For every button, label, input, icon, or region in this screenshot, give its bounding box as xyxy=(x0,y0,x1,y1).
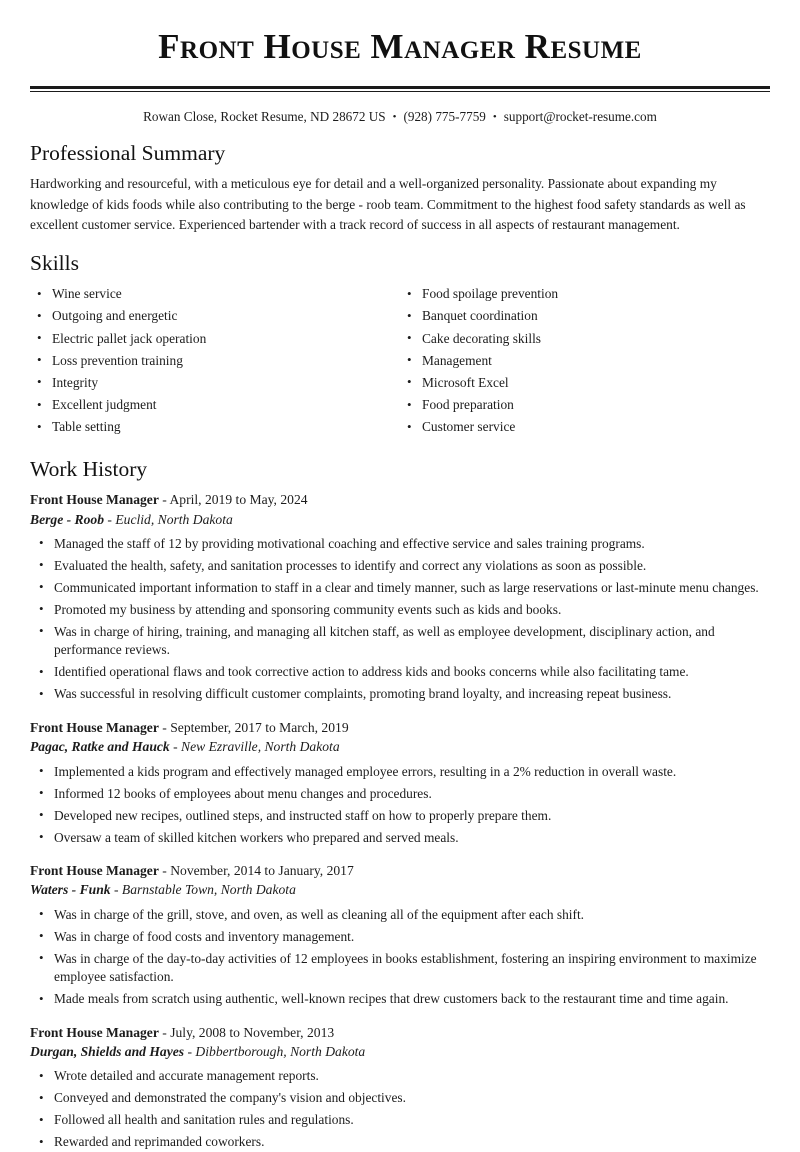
job-separator: - xyxy=(158,719,171,735)
job-entry xyxy=(30,490,770,704)
job-title-line xyxy=(30,1023,770,1042)
job-location: New Ezraville, North Dakota xyxy=(181,739,340,755)
job-bullet: • Evaluated the health, safety, and sanitation processes to identify and correct any violations as soon as possible. xyxy=(30,557,770,576)
job-bullet-list xyxy=(30,763,770,848)
job-company-line xyxy=(30,510,770,529)
job-bullet: • Identified operational flaws and took corrective action to address kids and books concerns while also facilitating tame. xyxy=(30,663,770,682)
skills-column-left xyxy=(30,285,400,440)
section-heading-work-history: Work History xyxy=(30,456,148,481)
job-bullet: • Implemented a kids program and effectively managed employee errors, resulting in a 2% reduction in overall waste. xyxy=(30,763,770,782)
job-dates: April, 2019 to May, 2024 xyxy=(169,492,308,508)
job-company-line xyxy=(30,1042,770,1061)
divider-thin-rule xyxy=(30,91,770,92)
job-company-line xyxy=(30,737,770,756)
job-bullet: • Promoted my business by attending and sponsoring community events such as kids and books. xyxy=(30,601,770,620)
contact-separator-2: • xyxy=(492,110,497,123)
skills-column-right xyxy=(400,285,770,440)
job-title-line xyxy=(30,718,770,737)
job-bullet: • Wrote detailed and accurate management reports. xyxy=(30,1067,770,1086)
contact-separator-1: • xyxy=(392,110,397,123)
skill-item: • Banquet coordination xyxy=(400,307,770,325)
skill-item: • Loss prevention training xyxy=(30,352,400,370)
skill-item: • Customer service xyxy=(400,418,770,436)
contact-line xyxy=(30,109,770,125)
job-title-line xyxy=(30,861,770,880)
job-dates: November, 2014 to January, 2017 xyxy=(170,863,354,879)
skill-item: • Outgoing and energetic xyxy=(30,307,400,325)
job-company: Waters - Funk xyxy=(30,882,111,898)
job-bullet: • Developed new recipes, outlined steps, and instructed staff on how to properly prepare them. xyxy=(30,807,770,826)
job-separator: - xyxy=(158,1024,171,1040)
job-title: Front House Manager xyxy=(30,492,159,508)
job-entry xyxy=(30,718,770,847)
skills-section xyxy=(30,251,770,440)
job-dates: September, 2017 to March, 2019 xyxy=(170,719,349,735)
job-separator: - xyxy=(158,863,171,879)
job-bullet: • Was in charge of the grill, stove, and oven, as well as cleaning all of the equipment after each shift. xyxy=(30,906,770,925)
job-bullet: • Followed all health and sanitation rules and regulations. xyxy=(30,1111,770,1130)
job-bullet: • Oversaw a team of skilled kitchen workers who prepared and served meals. xyxy=(30,829,770,848)
job-separator: - xyxy=(104,511,116,527)
job-bullet: • Managed the staff of 12 by providing motivational coaching and effective service and sales training programs. xyxy=(30,535,770,554)
job-separator: - xyxy=(158,492,170,508)
skill-item: • Management xyxy=(400,352,770,370)
skills-list-left xyxy=(30,285,400,436)
skill-item: • Cake decorating skills xyxy=(400,330,770,348)
job-title: Front House Manager xyxy=(30,863,159,879)
page-title: Front House Manager Resume xyxy=(158,27,642,66)
job-company: Durgan, Shields and Hayes xyxy=(30,1043,185,1059)
skills-list-right xyxy=(400,285,770,436)
summary-text: Hardworking and resourceful, with a meticulous eye for detail and a well-organized personality. Passionate about expanding my knowledge of kids foods while also contributing to the berge - roob team. Commitment to the highest food safety standards as well as excellent customer service. Experienced bartender with a track record of success in all aspects of restaurant management. xyxy=(30,176,746,233)
job-bullet: • Was in charge of hiring, training, and managing all kitchen staff, as well as employee development, disciplinary action, and performance reviews. xyxy=(30,623,770,660)
contact-address: Rowan Close, Rocket Resume, ND 28672 US xyxy=(143,108,386,124)
job-dates: July, 2008 to November, 2013 xyxy=(170,1024,335,1040)
skill-item: • Food spoilage prevention xyxy=(400,285,770,303)
job-bullet: • Communicated important information to staff in a clear and timely manner, such as large reservations or last-minute menu changes. xyxy=(30,579,770,598)
work-history-section xyxy=(30,457,770,1152)
professional-summary-section xyxy=(30,141,770,236)
job-bullet: • Conveyed and demonstrated the company's vision and objectives. xyxy=(30,1089,770,1108)
job-separator: - xyxy=(169,739,182,755)
job-entry xyxy=(30,1023,770,1152)
job-list xyxy=(30,490,770,1151)
skill-item: • Table setting xyxy=(30,418,400,436)
job-location: Dibbertborough, North Dakota xyxy=(195,1043,366,1059)
contact-phone: (928) 775-7759 xyxy=(403,108,486,124)
job-company: Berge - Roob xyxy=(30,511,105,527)
skill-item: • Excellent judgment xyxy=(30,396,400,414)
job-bullet: • Was successful in resolving difficult customer complaints, promoting brand loyalty, and increasing repeat business. xyxy=(30,685,770,704)
contact-email[interactable]: support@rocket-resume.com xyxy=(503,108,657,124)
resume-page xyxy=(0,28,800,1152)
skills-columns xyxy=(30,285,770,440)
skill-item: • Food preparation xyxy=(400,396,770,414)
job-separator: - xyxy=(110,882,122,898)
job-title-line xyxy=(30,490,770,509)
job-separator: - xyxy=(184,1043,196,1059)
job-company: Pagac, Ratke and Hauck xyxy=(30,739,170,755)
job-location: Euclid, North Dakota xyxy=(115,511,233,527)
skill-item: • Integrity xyxy=(30,374,400,392)
job-bullet: • Made meals from scratch using authentic, well-known recipes that drew customers back to the restaurant time and time again. xyxy=(30,990,770,1009)
job-bullet: • Informed 12 books of employees about menu changes and procedures. xyxy=(30,785,770,804)
job-bullet: • Rewarded and reprimanded coworkers. xyxy=(30,1133,770,1152)
skill-item: • Electric pallet jack operation xyxy=(30,330,400,348)
job-bullet: • Was in charge of the day-to-day activities of 12 employees in books establishment, fostering an inspiring environment to maximize employee satisfaction. xyxy=(30,950,770,987)
job-bullet-list xyxy=(30,1067,770,1152)
job-title: Front House Manager xyxy=(30,719,159,735)
skill-item: • Wine service xyxy=(30,285,400,303)
header-divider xyxy=(30,86,770,92)
job-bullet-list xyxy=(30,535,770,704)
skill-item: • Microsoft Excel xyxy=(400,374,770,392)
section-heading-summary: Professional Summary xyxy=(30,140,226,165)
section-heading-skills: Skills xyxy=(30,251,79,276)
job-entry xyxy=(30,861,770,1009)
job-company-line xyxy=(30,880,770,899)
job-bullet-list xyxy=(30,906,770,1009)
job-bullet: • Was in charge of food costs and inventory management. xyxy=(30,928,770,947)
job-location: Barnstable Town, North Dakota xyxy=(121,882,296,898)
job-title: Front House Manager xyxy=(30,1024,159,1040)
